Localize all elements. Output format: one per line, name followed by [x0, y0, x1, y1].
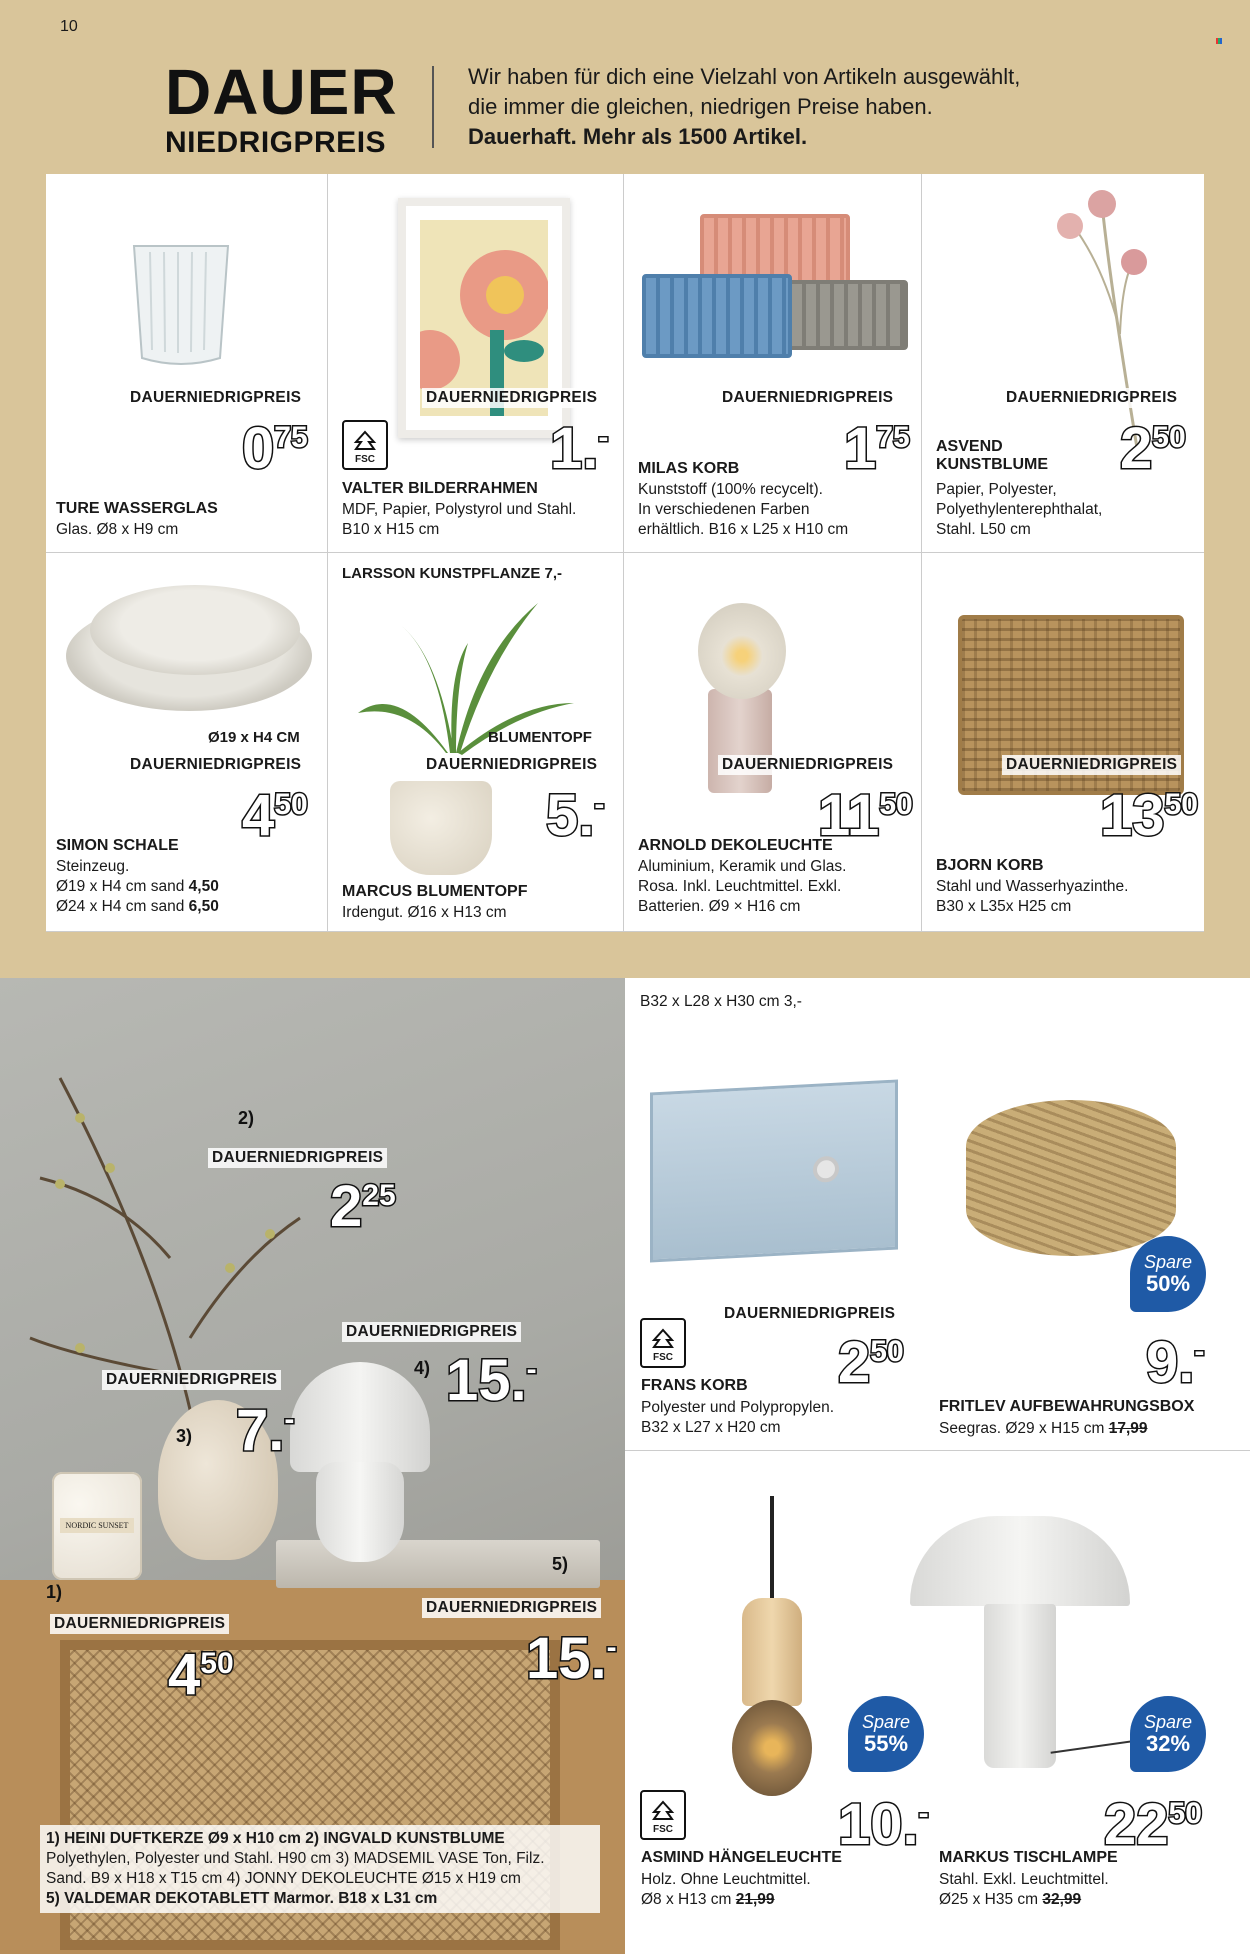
blumentopf-label: BLUMENTOPF [488, 729, 592, 746]
product-ture[interactable] [46, 174, 328, 553]
hero-line-1: Wir haben für dich eine Vielzahl von Artikeln ausgewählt, [468, 64, 1021, 89]
product-desc: Irdengut. Ø16 x H13 cm [342, 904, 507, 921]
bowl-small-image [90, 585, 300, 675]
pendant-wood-image [742, 1598, 802, 1706]
hero-line-3: Dauerhaft. Mehr als 1500 Artikel. [468, 124, 808, 149]
hero-title-big: DAUER [165, 56, 398, 128]
mushroom-lamp-image [290, 1362, 430, 1562]
hero-line-2: die immer die gleichen, niedrigen Preise haben. [468, 94, 933, 119]
handle-hole [813, 1156, 839, 1183]
product-desc: Stahl und Wasserhyazinthe. B30 x L35x H25 cm [936, 878, 1129, 915]
product-simon[interactable] [46, 553, 328, 932]
product-desc: Papier, Polyester, Polyethylenterephthalat, Stahl. L50 cm [936, 481, 1103, 538]
discount-badge-fritlev: Spare 50% [1130, 1236, 1206, 1312]
product-marcus[interactable] [328, 553, 624, 932]
price-ture: 075 [242, 416, 308, 481]
right-divider [625, 1450, 1250, 1451]
price-heini: 450 [168, 1642, 234, 1707]
product-desc-asmind: Holz. Ohne Leuchtmittel. Ø8 x H13 cm 21,99 [641, 1871, 811, 1908]
price-arnold: 1150 [818, 783, 913, 848]
product-desc: Aluminium, Keramik und Glas. Rosa. Inkl. Leuchtmittel. Exkl. Batterien. Ø9 × H16 cm [638, 858, 847, 915]
dauerniedrigpreis-tag: DAUERNIEDRIGPREIS [718, 755, 897, 775]
tree-check-icon [650, 1328, 676, 1350]
product-arnold[interactable] [624, 553, 922, 932]
product-desc-frans: Polyester und Polypropylen. B32 x L27 x H20 cm [641, 1399, 835, 1436]
lamp-bulb-image [698, 603, 786, 699]
candle-image [52, 1472, 142, 1580]
dauerniedrigpreis-tag: DAUERNIEDRIGPREIS [126, 755, 305, 775]
product-asvend[interactable] [922, 174, 1204, 553]
dauerniedrigpreis-tag-3: DAUERNIEDRIGPREIS [102, 1370, 281, 1390]
price-ingvald: 225 [330, 1174, 396, 1239]
product-name: MILAS KORB [638, 460, 740, 477]
product-name: VALTER BILDERRAHMEN [342, 480, 538, 497]
dauerniedrigpreis-tag: DAUERNIEDRIGPREIS [1002, 755, 1181, 775]
discount-badge-asmind: Spare 55% [848, 1696, 924, 1772]
product-milas[interactable] [624, 174, 922, 553]
price-simon: 450 [242, 783, 308, 848]
tree-check-icon [352, 430, 378, 452]
product-bjorn[interactable] [922, 553, 1204, 932]
product-desc-fritlev: Seegras. Ø29 x H15 cm 17,99 [939, 1420, 1148, 1437]
price-asmind: 10.- [838, 1792, 929, 1857]
dauerniedrigpreis-tag: DAUERNIEDRIGPREIS [422, 755, 601, 775]
fsc-text: FSC [653, 1352, 673, 1363]
dauerniedrigpreis-tag: DAUERNIEDRIGPREIS [1002, 388, 1181, 408]
product-desc-markus: Stahl. Exkl. Leuchtmittel. Ø25 x H35 cm 32,99 [939, 1871, 1109, 1908]
larsson-label: LARSSON KUNSTPFLANZE 7,- [342, 565, 563, 582]
product-name-frans: FRANS KORB [641, 1377, 748, 1394]
pendant-bulb-image [732, 1700, 812, 1796]
price-asvend: 250 [1120, 416, 1186, 481]
product-name-asmind: ASMIND HÄNGELEUCHTE [641, 1849, 842, 1866]
label-2: 2) [238, 1108, 255, 1128]
product-name: BJORN KORB [936, 857, 1044, 874]
product-desc: MDF, Papier, Polystyrol und Stahl. B10 x H15 cm [342, 501, 577, 538]
label-5: 5) [552, 1554, 569, 1574]
product-name: TURE WASSERGLAS [56, 500, 218, 517]
fsc-logo-asmind [640, 1790, 686, 1840]
price-madsemil: 7.- [236, 1398, 295, 1463]
color-mark [1216, 38, 1222, 44]
product-name: ASVEND KUNSTBLUME [936, 438, 1048, 473]
price-milas: 175 [844, 416, 910, 481]
price-valter: 1.- [550, 416, 609, 481]
fsc-logo [342, 420, 388, 470]
glass-image [126, 240, 236, 370]
dauerniedrigpreis-tag-4: DAUERNIEDRIGPREIS [342, 1322, 521, 1342]
dauerniedrigpreis-tag-5: DAUERNIEDRIGPREIS [422, 1598, 601, 1618]
dauerniedrigpreis-tag-2: DAUERNIEDRIGPREIS [208, 1148, 387, 1168]
tree-check-icon [650, 1800, 676, 1822]
product-name-fritlev: FRITLEV AUFBEWAHRUNGSBOX [939, 1398, 1195, 1415]
page-number: 10 [60, 18, 78, 35]
label-1: 1) [46, 1582, 63, 1602]
product-valter[interactable] [328, 174, 624, 553]
price-fritlev: 9.- [1146, 1330, 1205, 1395]
price-frans: 250 [838, 1330, 904, 1395]
product-name-markus: MARKUS TISCHLAMPE [939, 1849, 1118, 1866]
seagrass-box-image [966, 1100, 1176, 1256]
dauerniedrigpreis-tag-1: DAUERNIEDRIGPREIS [50, 1614, 229, 1634]
frans-top-label: B32 x L28 x H30 cm 3,- [640, 993, 802, 1010]
product-desc: Kunststoff (100% recycelt). In verschiedenen Farben erhältlich. B16 x L25 x H10 cm [638, 481, 849, 538]
dauerniedrigpreis-tag: DAUERNIEDRIGPREIS [718, 388, 897, 408]
fsc-logo-frans [640, 1318, 686, 1368]
price-jonny: 15.- [446, 1348, 537, 1413]
size-label: Ø19 x H4 CM [208, 729, 300, 746]
dauerniedrigpreis-tag-frans: DAUERNIEDRIGPREIS [720, 1304, 899, 1324]
crate-grey-image [788, 280, 908, 350]
hero-title [165, 56, 398, 159]
product-grid [46, 174, 1204, 932]
fsc-text: FSC [653, 1824, 673, 1835]
pendant-cord [770, 1496, 774, 1600]
product-desc: Steinzeug. Ø19 x H4 cm sand 4,50 Ø24 x H4 cm sand 6,50 [56, 858, 219, 915]
flowerpot-image [390, 781, 492, 875]
fabric-box-image [650, 1080, 898, 1263]
price-marcus: 5.- [546, 783, 605, 848]
product-desc: Glas. Ø8 x H9 cm [56, 521, 179, 538]
product-name: SIMON SCHALE [56, 837, 179, 854]
price-markus: 2250 [1104, 1792, 1202, 1857]
crate-blue-image [642, 274, 792, 358]
product-name: MARCUS BLUMENTOPF [342, 883, 528, 900]
table-lamp-base-image [984, 1604, 1056, 1768]
hero-divider [432, 66, 434, 148]
dauerniedrigpreis-tag: DAUERNIEDRIGPREIS [126, 388, 305, 408]
price-valdemar: 15.- [526, 1626, 617, 1691]
photo-caption: 1) HEINI DUFTKERZE Ø9 x H10 cm 2) INGVALD KUNSTBLUME Polyethylen, Polyester und Stahl. H90 cm 3) MADSEMIL VASE Ton, Filz. Sand. B9 x H18 x T15 cm 4) JONNY DEKOLEUCHTE Ø15 x H19 cm 5) VALDEMAR DEKOTABLETT Marmor. B18 x L31 cm [40, 1825, 600, 1913]
candle-label: NORDIC SUNSET [60, 1518, 134, 1533]
lamp-base-image [708, 689, 772, 793]
hero-title-small: NIEDRIGPREIS [165, 126, 387, 159]
hero-text [468, 62, 1188, 152]
fsc-text: FSC [355, 454, 375, 465]
label-3: 3) [176, 1426, 193, 1446]
label-4: 4) [414, 1358, 431, 1378]
price-bjorn: 1350 [1100, 783, 1198, 848]
product-name: ARNOLD DEKOLEUCHTE [638, 837, 833, 854]
discount-badge-markus: Spare 32% [1130, 1696, 1206, 1772]
dauerniedrigpreis-tag: DAUERNIEDRIGPREIS [422, 388, 601, 408]
